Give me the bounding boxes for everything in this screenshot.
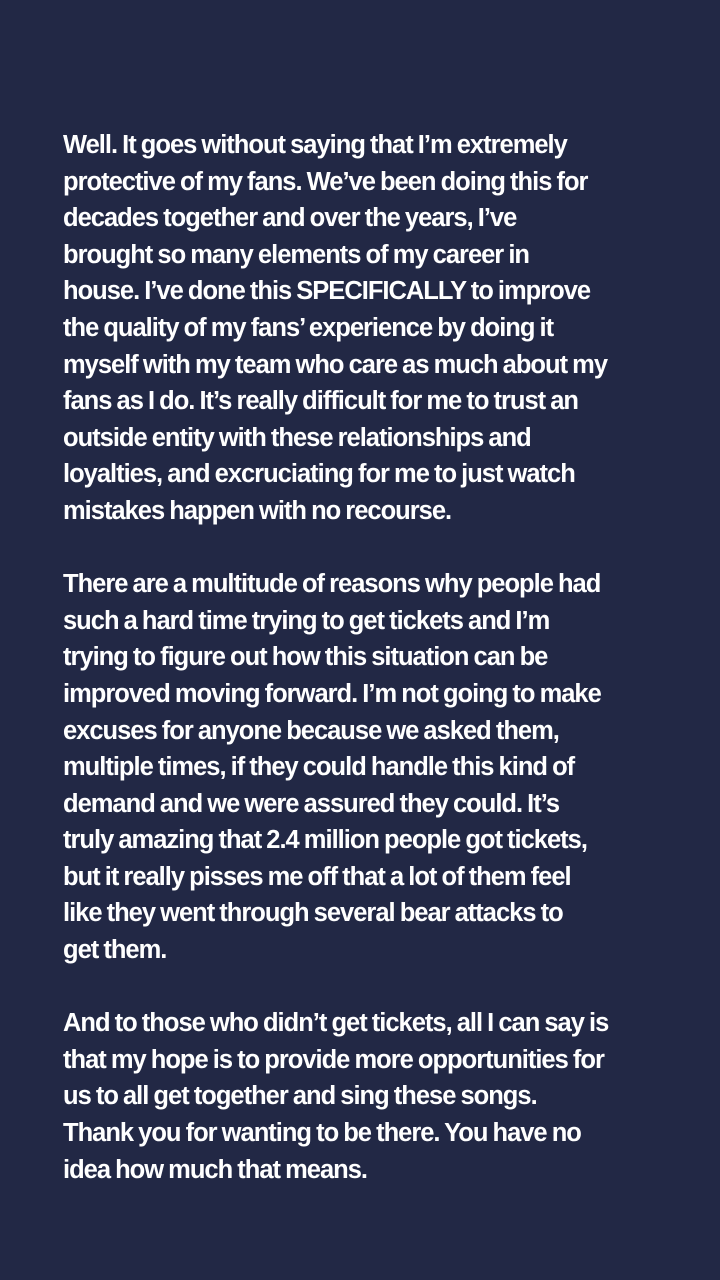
text-line: loyalties, and excruciating for me to just watch	[63, 460, 575, 489]
text-line: truly amazing that 2.4 million people got tickets,	[63, 826, 587, 855]
story-paragraph-3	[63, 1005, 680, 1188]
text-line: Well. It goes without saying that I’m extremely	[63, 131, 567, 159]
text-line: idea how much that means.	[63, 1155, 367, 1184]
text-line: There are a multitude of reasons why people had	[63, 570, 601, 599]
text-line: but it really pisses me off that a lot of them feel	[63, 862, 571, 891]
text-line: such a hard time trying to get tickets and I’m	[63, 606, 550, 635]
text-line: house. I’ve done this SPECIFICALLY to improve	[63, 277, 591, 306]
text-line: us to all get together and sing these songs.	[63, 1082, 537, 1111]
story-paragraph-2	[63, 566, 680, 969]
text-line: And to those who didn’t get tickets, all I can say is	[63, 1009, 609, 1038]
story-paragraph-1	[63, 127, 680, 530]
text-line: myself with my team who care as much about my	[63, 350, 608, 379]
text-line: trying to figure out how this situation can be	[63, 643, 548, 672]
text-line: get them.	[63, 936, 167, 965]
text-line: decades together and over the years, I’ve	[63, 204, 517, 233]
text-line: the quality of my fans’ experience by doing it	[63, 313, 554, 342]
text-line: like they went through several bear attacks to	[63, 899, 563, 928]
text-line: mistakes happen with no recourse.	[63, 496, 452, 525]
text-line: outside entity with these relationships and	[63, 423, 531, 452]
text-line: demand and we were assured they could. It’s	[63, 789, 560, 818]
text-line: fans as I do. It’s really difficult for me to trust an	[63, 387, 578, 416]
text-line: improved moving forward. I’m not going to make	[63, 679, 601, 708]
text-line: brought so many elements of my career in	[63, 240, 529, 269]
text-line: multiple times, if they could handle this kind of	[63, 753, 575, 782]
text-line: protective of my fans. We’ve been doing this for	[63, 167, 588, 196]
text-line: excuses for anyone because we asked them,	[63, 716, 559, 745]
text-line: Thank you for wanting to be there. You have no	[63, 1119, 581, 1148]
text-line: that my hope is to provide more opportunities for	[63, 1045, 604, 1074]
